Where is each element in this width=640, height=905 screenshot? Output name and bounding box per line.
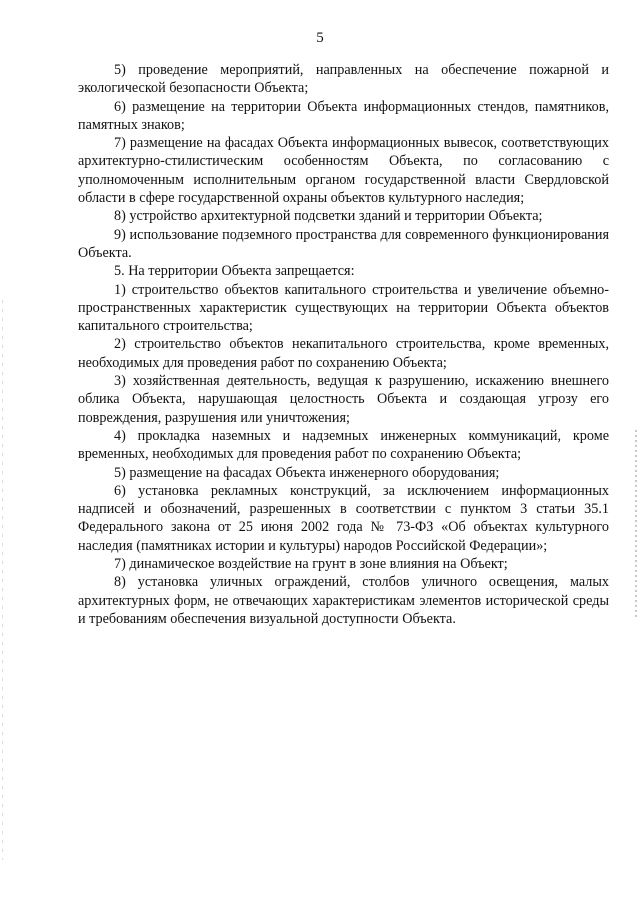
paragraph-6-stands: 6) размещение на территории Объекта информационных стендов, памятников, памятных знаков; [78,98,609,133]
scan-edge-artifact-left [2,300,3,860]
prohibition-1-construction: 1) строительство объектов капитального строительства и увеличение объемно-пространственных характеристик существующих на территории Объекта объектов капитального строительства; [78,281,609,335]
prohibition-7-ground-impact: 7) динамическое воздействие на грунт в зоне влияния на Объект; [114,556,508,573]
document-body [78,61,609,628]
page-number: 5 [316,30,324,46]
prohibition-3-economic: 3) хозяйственная деятельность, ведущая к разрушению, искажению внешнего облика Объекта, нарушающая целостность Объекта и создающая угрозу его повреждения, разрушения или уничтожения; [78,373,609,426]
paragraph-9-underground: 9) использование подземного пространства для современного функционирования Объекта. [78,226,609,261]
prohibition-5-equipment: 5) размещение на фасадах Объекта инженерного оборудования; [114,464,500,481]
scan-edge-artifact [635,430,637,620]
paragraph-5-fire-safety: 5) проведение мероприятий, направленных на обеспечение пожарной и экологической безопасности Объекта; [78,62,609,97]
prohibition-2-temporary: 2) строительство объектов некапитального строительства, кроме временных, необходимых для проведения работ по сохранению Объекта; [78,336,609,371]
prohibition-6-advertising: 6) установка рекламных конструкций, за исключением информационных надписей и обозначений, разрешенных в соответствии с пунктом 3 статьи 35.1 Федерального закона от 25 июня 2002 года № 73-ФЗ «Об объектах культурного наследия (памятниках истории и культуры) народов Российской Федерации»; [78,482,609,554]
section-5-heading: 5. На территории Объекта запрещается: [114,263,355,280]
prohibition-8-street-fences: 8) установка уличных ограждений, столбов уличного освещения, малых архитектурных форм, не отвечающих характеристикам элементов исторической среды и требованиям обеспечения визуальной доступности Объекта. [78,574,609,627]
paragraph-7-signboards: 7) размещение на фасадах Объекта информационных вывесок, соответствующих архитектурно-стилистическим особенностям Объекта, по согласованию с уполномоченным исполнительным органом государственной власти Свердловской области в сфере государственной охраны объектов культурного наследия; [78,135,609,207]
paragraph-8-lighting: 8) устройство архитектурной подсветки зданий и территории Объекта; [114,208,543,225]
prohibition-4-utilities: 4) прокладка наземных и надземных инженерных коммуникаций, кроме временных, необходимых для проведения работ по сохранению Объекта; [78,427,609,463]
